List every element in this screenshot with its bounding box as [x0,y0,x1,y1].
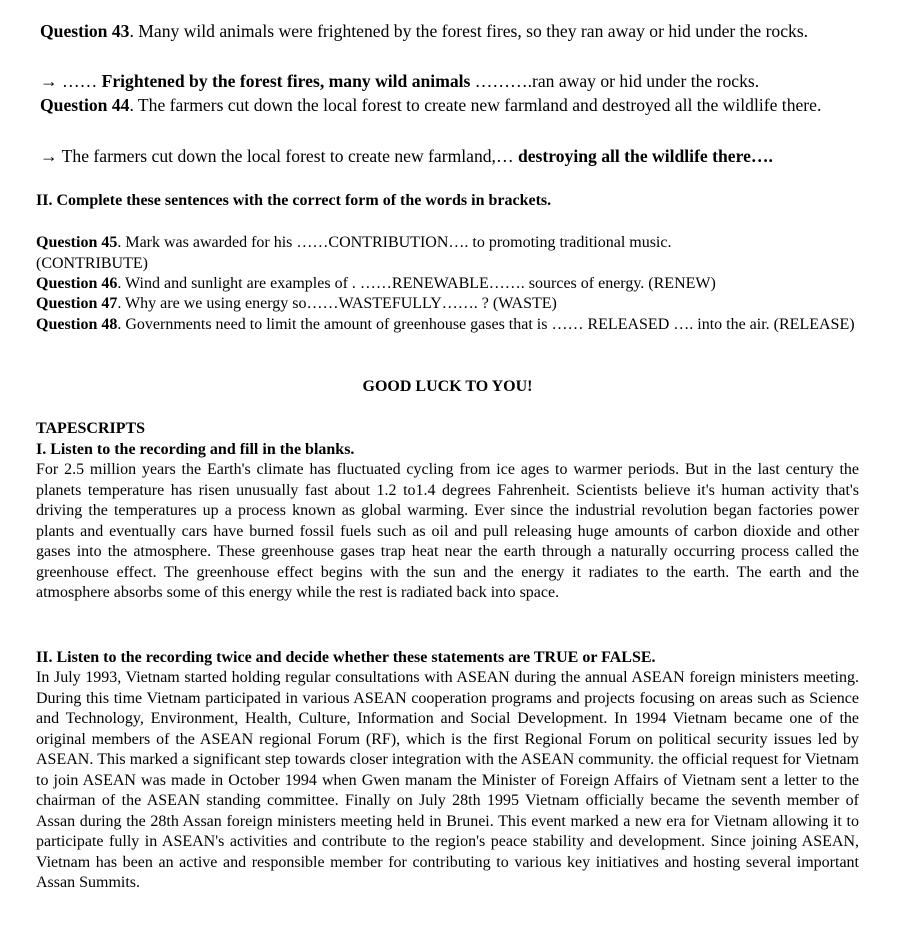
question-48-text: . Governments need to limit the amount of greenhouse gases that is …… RELEASED …. into the air. (RELEASE) [117,316,855,333]
question-45-label: Question 45 [36,234,118,251]
section-2-heading: II. Complete these sentences with the correct form of the words in brackets. [36,192,552,209]
good-luck-text: GOOD LUCK TO YOU! [362,378,533,395]
question-43-text: . Many wild animals were frightened by the forest fires, so they ran away or hid under the rocks. [129,21,809,41]
question-46 [36,274,866,295]
question-48 [36,315,859,336]
question-43 [40,19,856,44]
question-43-answer [40,69,860,94]
answer-prefix: → The farmers cut down the local forest to create new farmland,… [40,146,518,166]
tapescript-part-2-heading: II. Listen to the recording twice and decide whether these statements are TRUE or FALSE. [36,649,656,666]
answer-suffix: ……….ran away or hid under the rocks. [470,71,760,91]
answer-prefix: → …… [40,71,102,91]
question-45 [36,233,762,274]
question-44-label: Question 44 [40,95,130,115]
question-48-label: Question 48 [36,316,118,333]
answer-bold: Frightened by the forest fires, many wild animals [101,71,471,91]
question-44-answer [40,144,860,169]
question-46-text: . Wind and sunlight are examples of . ……RENEWABLE……. sources of energy. (RENEW) [117,275,716,292]
question-45-text: . Mark was awarded for his ……CONTRIBUTION…. to promoting traditional music. (CONTRIBUTE) [36,234,672,272]
question-47-text: . Why are we using energy so……WASTEFULLY……. ? (WASTE) [117,295,557,312]
tapescript-part-2-text: In July 1993, Vietnam started holding regular consultations with ASEAN during the annual ASEAN foreign ministers meeting. During this time Vietnam participated in various ASEAN cooperation programs and projects focusing on areas such as Science and Technology, Environment, Health, Culture, Information and Social Development. In 1994 Vietnam became one of the original members of the ASEAN regional Forum (RF), which is the first Regional Forum on political security issues led by ASEAN. This marked a significant step towards closer integration with the ASEAN community. the official request for Vietnam to join ASEAN was made in October 1994 when Gwen manam the Minister of Foreign Affairs of Vietnam sent a letter to the chairman of the ASEAN standing committee. Finally on July 28th 1995 Vietnam officially became the seventh member of Assan during the 28th Assan foreign ministers meeting held in Brunei. This event marked a new era for Vietnam allowing it to participate fully in ASEAN's activities and contribute to the region's peace stability and development. Since joining ASEAN, Vietnam has been an active and responsible member for contributing to various key initiatives and hosting several important Assan Summits. [36,669,859,891]
tapescript-part-1-text: For 2.5 million years the Earth's climate has fluctuated cycling from ice ages to warmer periods. But in the last century the planets temperature has risen unusually fast about 1.2 to1.4 degrees Fahrenheit. Scientists believe it's human activity that's driving the temperatures up a process known as global warming. Ever since the industrial revolution began factories power plants and eventually cars have burned fossil fuels such as oil and pull releasing huge amounts of carbon dioxide and other gases into the atmosphere. These greenhouse gases trap heat near the earth through a naturally occurring process called the greenhouse effect. The greenhouse effect begins with the sun and the energy it radiates to the earth. The earth and the atmosphere absorbs some of this energy while the rest is radiated back into space. [36,461,859,601]
question-47 [36,294,866,315]
tapescript-part-1-heading: I. Listen to the recording and fill in the blanks. [36,441,355,458]
question-47-label: Question 47 [36,295,118,312]
question-44 [40,93,856,118]
question-43-label: Question 43 [40,21,130,41]
answer-bold: destroying all the wildlife there…. [517,146,773,166]
question-46-label: Question 46 [36,275,118,292]
question-44-text: . The farmers cut down the local forest to create new farmland and destroyed all the wildlife there. [129,95,822,115]
tapescripts-title: TAPESCRIPTS [36,420,146,437]
